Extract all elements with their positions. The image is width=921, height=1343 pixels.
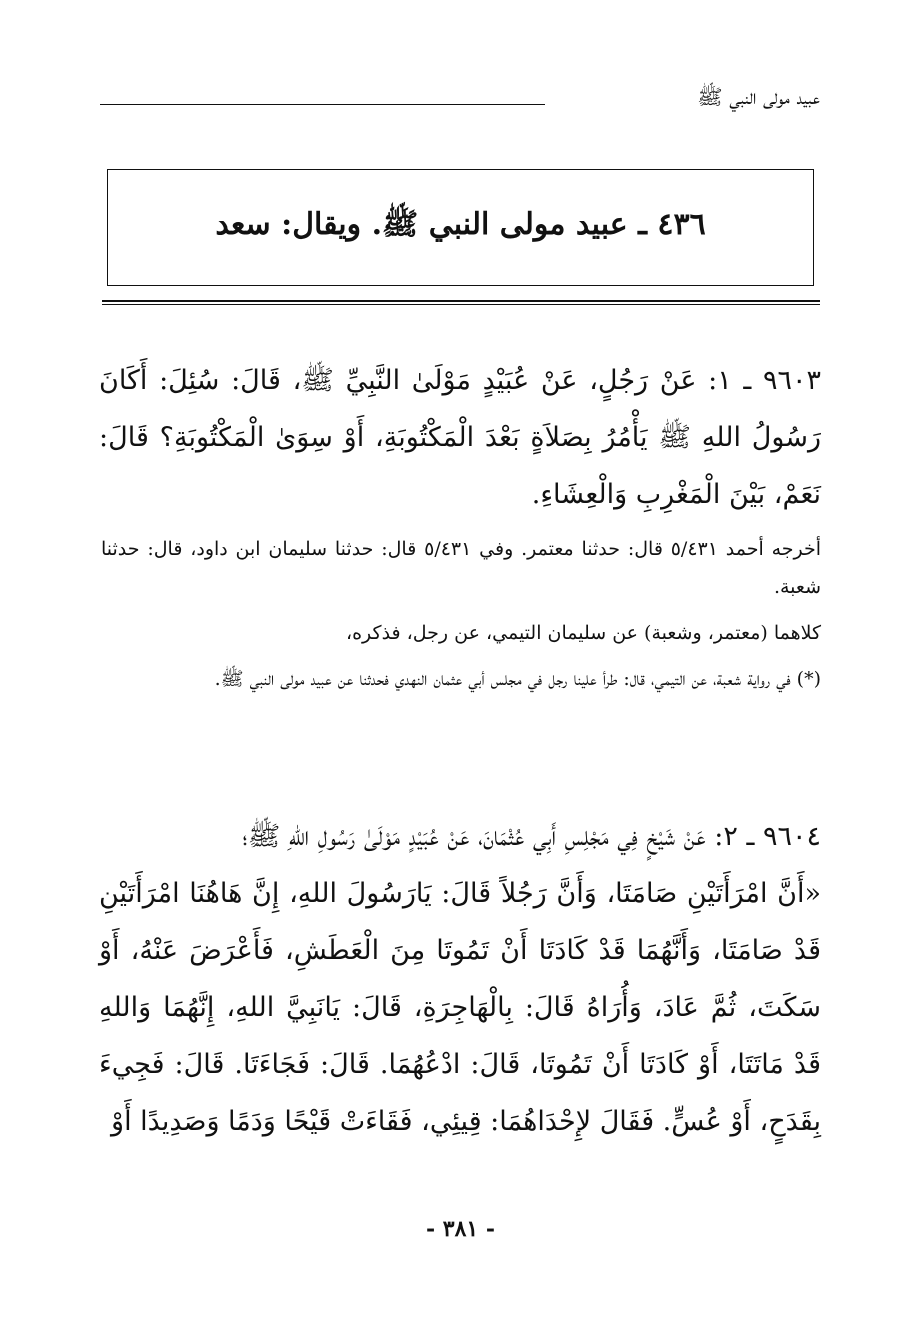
note-footnote: (*) في رواية شعبة، عن التيمي، قال: طرأ علينا رجل في مجلس أبي عثمان النهدي فحدثنا عن عبيد مولى النبي ﷺ. [214,668,821,690]
hadith-9603-text: ٩٦٠٣ ـ ١: عَنْ رَجُلٍ، عَنْ عُبَيْدٍ مَوْلَىٰ النَّبِيِّ ﷺ، قَالَ: سُئِلَ: أَكَانَ رَسُولُ اللهِ ﷺ يَأْمُرُ بِصَلاَةٍ بَعْدَ الْمَكْتُوبَةِ، أَوْ سِوَىٰ الْمَكْتُوبَةِ؟ قَالَ: نَعَمْ، بَيْنَ الْمَغْرِبِ وَالْعِشَاءِ. [99,365,821,510]
note-chain: كلاهما (معتمر، وشعبة) عن سليمان التيمي، عن رجل، فذكره، [345,622,821,644]
hadith-9604 [99,808,821,1150]
page-number: - ٣٨١ - [425,1216,496,1242]
hadith-9603 [99,352,821,523]
running-header-rule [100,104,545,105]
hadith-9603-notes [101,530,821,706]
running-header-title: عبيد مولى النبي ﷺ [697,85,820,109]
hadith-9604-intro: ٩٦٠٤ ـ ٢: عَنْ شَيْخٍ فِي مَجْلِسِ أَبِي عُثْمَانَ، عَنْ عُبَيْدٍ مَوْلَىٰ رَسُولِ اللهِ ﷺ؛ [242,821,821,852]
title-divider-thick [102,300,820,302]
running-header [100,82,820,122]
note-takhrij: أخرجه أحمد ٥/٤٣١ قال: حدثنا معتمر. وفي ٥/٤٣١ قال: حدثنا سليمان ابن داود، قال: حدثنا شعبة. [101,538,822,598]
title-divider-thin [102,304,820,305]
chapter-title-box [107,169,814,286]
chapter-title: ٤٣٦ ـ عبيد مولى النبي ﷺ. ويقال: سعد [215,207,706,242]
hadith-9604-text: «أَنَّ امْرَأَتَيْنِ صَامَتَا، وَأَنَّ رَجُلاً قَالَ: يَارَسُولَ اللهِ، إِنَّ هَاهُنَا امْرَأَتَيْنِ قَدْ صَامَتَا، وَأَنَّهُمَا قَدْ كَادَتَا أَنْ تَمُوتَا مِنَ الْعَطَشِ، فَأَعْرَضَ عَنْهُ، أَوْ سَكَتَ، ثُمَّ عَادَ، وَأُرَاهُ قَالَ: بِالْهَاجِرَةِ، قَالَ: يَانَبِيَّ اللهِ، إِنَّهُمَا وَاللهِ قَدْ مَاتَتَا، أَوْ كَادَتَا أَنْ تَمُوتَا، قَالَ: ادْعُهُمَا. قَالَ: فَجَاءَتَا. قَالَ: فَجِيءَ بِقَدَحٍ، أَوْ عُسٍّ. فَقَالَ لإِحْدَاهُمَا: قِيئِي، فَقَاءَتْ قَيْحًا وَدَمًا وَصَدِيدًا أَوْ [99,878,821,1137]
